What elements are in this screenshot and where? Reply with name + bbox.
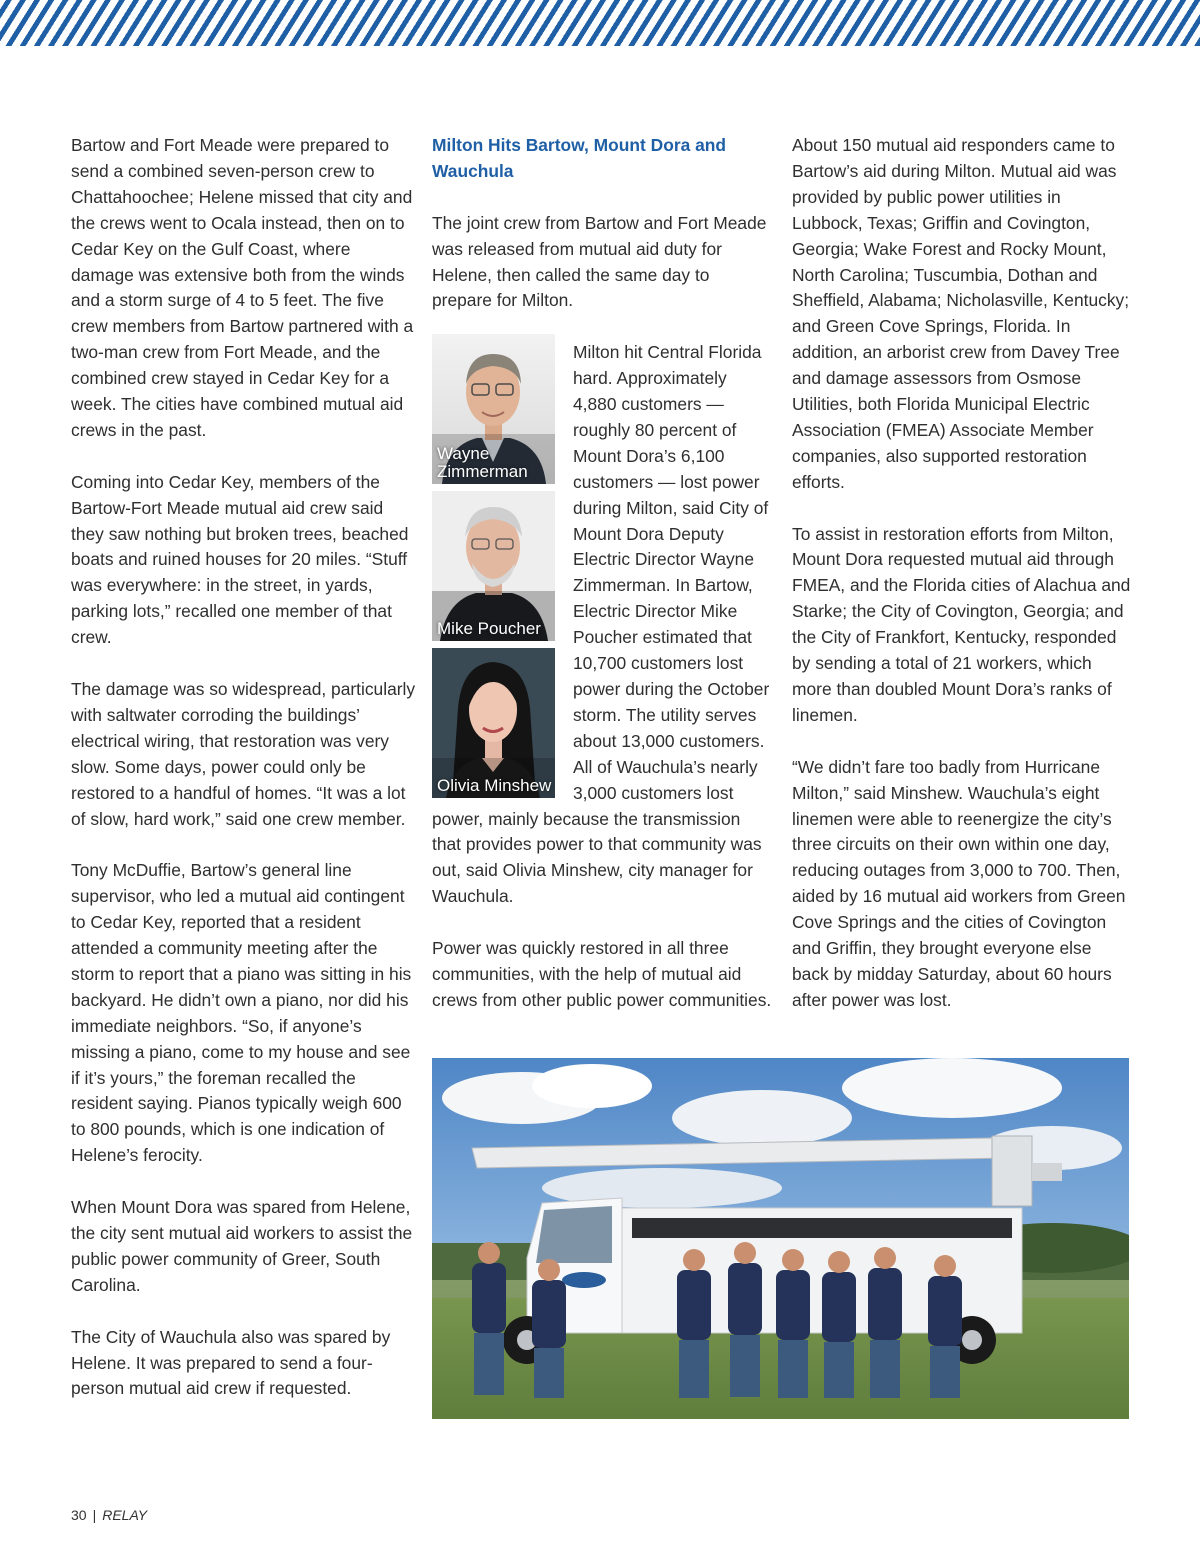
paragraph: Milton hit Central Florida hard. Approximately 4,880 customers — roughly 80 percent of Mount Dora’s 6,100 customers — lost power during Milton, said City of Mount Dora Deputy Electric Director Wayne Zimmerman. In Bartow, Electric Director Mike Poucher estimated that 10,700 customers lost power during the October storm. The utility serves about 13,000 customers. All of Wauchula’s nearly 3,000 customers lost power, mainly because the transmission that provides power to that community was out, said Olivia Minshew, city manager for Wauchula.: [432, 342, 770, 907]
footer-separator: |: [92, 1507, 97, 1523]
paragraph: Bartow and Fort Meade were prepared to send a combined seven-person crew to Chattahoochee; Helene missed that city and the crews went to Ocala instead, then on to Cedar Key on the Gulf Coast, where damage was extensive both from the winds and a storm surge of 4 to 5 feet. The five crew members from Bartow partnered with a two-man crew from Fort Meade, and the combined crew stayed in Cedar Key for a week. The cities have combined mutual aid crews in the past.: [71, 135, 414, 440]
paragraph: Coming into Cedar Key, members of the Bartow-Fort Meade mutual aid crew said they saw nothing but broken trees, beached boats and ruined houses for 20 miles. “Stuff was everywhere: in the street, in yards, parking lots,” recalled one member of that crew.: [71, 471, 409, 648]
paragraph: The damage was so widespread, particularly with saltwater corroding the buildings’ electrical wiring, that restoration was very slow. Some days, power could only be restored to a handful of homes. “It was a lot of slow, hard work,” said one crew member.: [71, 679, 416, 829]
portrait-olivia-minshew: [432, 648, 555, 798]
decorative-stripe-band: [0, 0, 1200, 46]
portrait-caption: Wayne Zimmerman: [437, 444, 528, 482]
portrait-caption: Mike Poucher: [437, 619, 541, 639]
paragraph: To assist in restoration efforts from Milton, Mount Dora requested mutual aid through FMEA, and the Florida cities of Alachua and Starke; the City of Covington, Georgia; and the City of Frankfort, Kentucky, responded by sending a total of 21 workers, which more than doubled Mount Dora’s ranks of linemen.: [792, 523, 1131, 725]
paragraph: When Mount Dora was spared from Helene, the city sent mutual aid workers to assist the public power community of Greer, South Carolina.: [71, 1197, 413, 1295]
paragraph: About 150 mutual aid responders came to Bartow’s aid during Milton. Mutual aid was provided by public power utilities in Lubbock, Texas; Griffin and Covington, Georgia; Wake Forest and Rocky Mount, North Carolina; Tuscumbia, Dothan and Sheffield, Alabama; Nicholasville, Kentucky; and Green Cove Springs, Florida. In addition, an arborist crew from Davey Tree and damage assessors from Osmose Utilities, both Florida Municipal Electric Association (FMEA) Associate Member companies, also supported restoration efforts.: [792, 135, 1130, 492]
crew-truck-photo: [432, 1058, 1129, 1419]
portrait-wayne-zimmerman: [432, 334, 555, 484]
page-footer: [71, 1507, 147, 1523]
paragraph: “We didn’t fare too badly from Hurricane Milton,” said Minshew. Wauchula’s eight linemen were able to reenergize the city’s three circuits on their own within one day, reducing outages from 3,000 to 700. Then, aided by 16 mutual aid workers from Green Cove Springs and the cities of Covington and Griffin, they brought everyone else back by midday Saturday, about 60 hours after power was lost.: [792, 756, 1126, 1010]
portrait-mike-poucher: [432, 491, 555, 641]
portrait-block: [432, 340, 772, 910]
photo-image: [432, 1058, 1129, 1419]
article-column-2: [432, 133, 772, 1040]
paragraph: Tony McDuffie, Bartow’s general line supervisor, who led a mutual aid contingent to Cedar Key, reported that a resident attended a community meeting after the storm to report that a piano was sitting in his backyard. He didn’t own a piano, nor did his immediate neighbors. “So, if anyone’s missing a piano, come to my house and see if it’s yours,” the foreman recalled the resident saying. Pianos typically weigh 600 to 800 pounds, which is one indication of Helene’s ferocity.: [71, 860, 412, 1166]
article-column-3: [792, 133, 1132, 1040]
paragraph: The City of Wauchula also was spared by Helene. It was prepared to send a four-person mutual aid crew if requested.: [71, 1326, 391, 1399]
portrait-caption: Olivia Minshew: [437, 776, 552, 796]
page-number: 30: [71, 1507, 87, 1523]
paragraph: Power was quickly restored in all three communities, with the help of mutual aid crews from other public power communities.: [432, 938, 772, 1010]
publication-name: RELAY: [102, 1507, 148, 1523]
section-subhead: Milton Hits Bartow, Mount Dora and Wauchula: [432, 135, 727, 181]
portrait-column: [432, 334, 555, 805]
paragraph: The joint crew from Bartow and Fort Meade was released from mutual aid duty for Helene, then called the same day to prepare for Milton.: [432, 212, 767, 311]
article-column-1: [71, 133, 416, 1428]
